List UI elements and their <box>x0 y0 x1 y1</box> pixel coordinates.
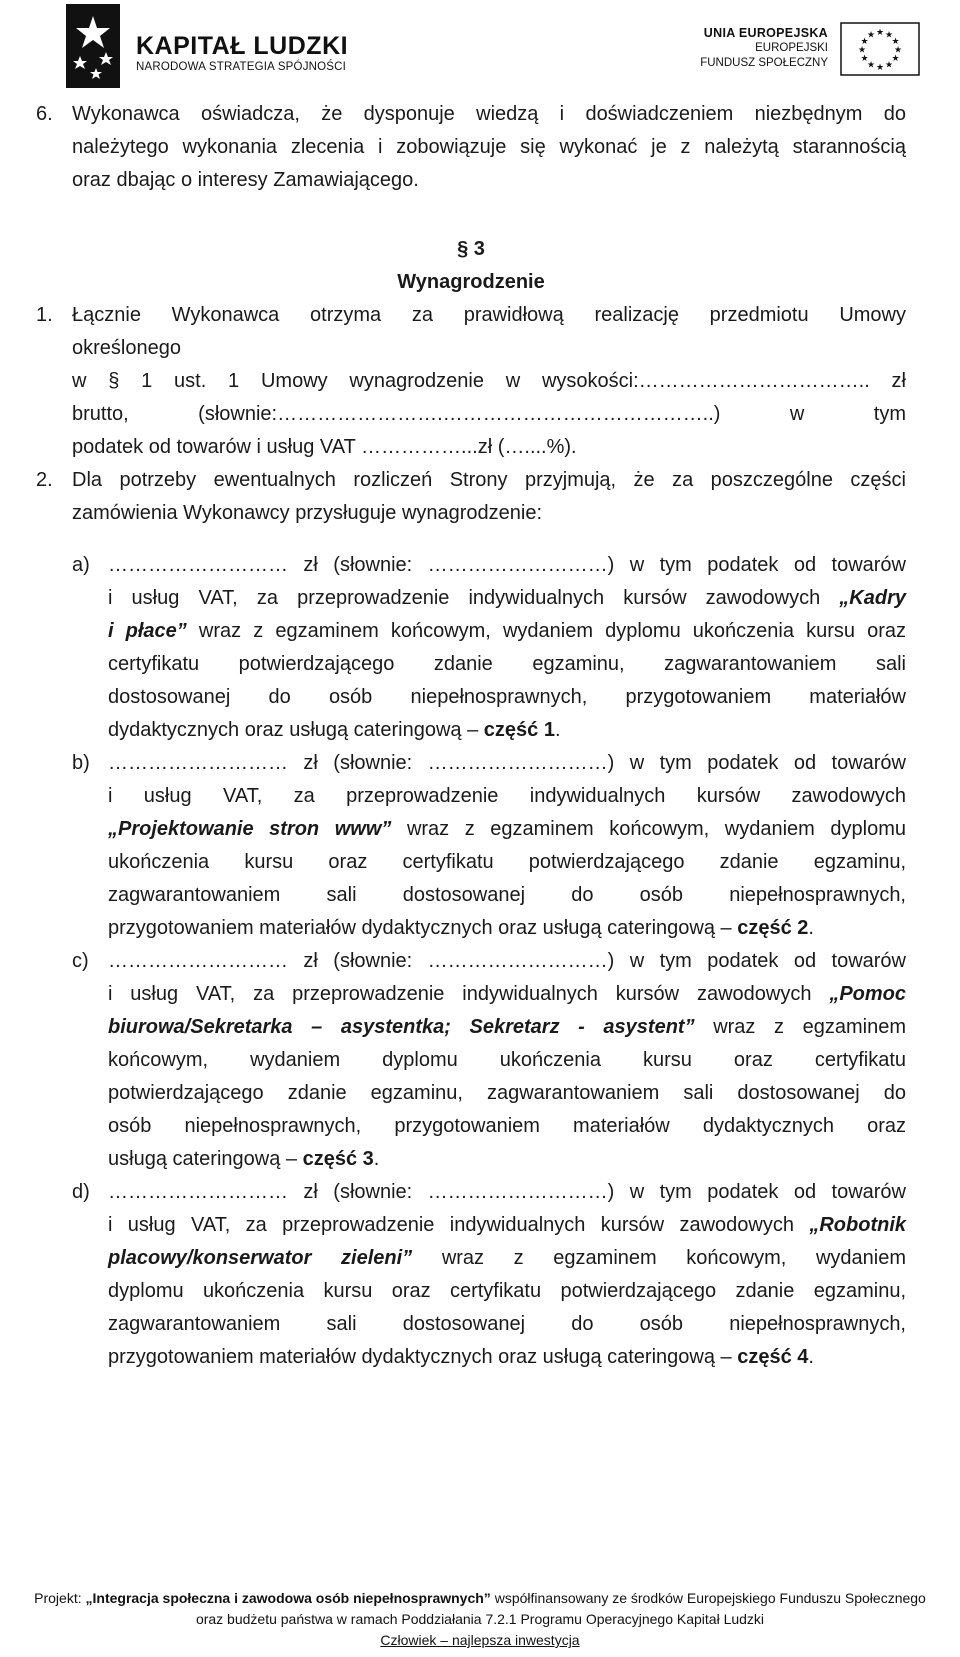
footer-slogan: Człowiek – najlepsza inwestycja <box>380 1632 580 1648</box>
footer-line <box>0 1588 960 1609</box>
svg-text:★: ★ <box>893 45 903 56</box>
part-text: wraz z egzaminem końcowym, wydaniem dyplomu ukończenia kursu oraz <box>198 620 907 642</box>
part-c <box>36 945 906 1176</box>
footer-text: współfinansowany ze środków Europejskiego Funduszu Społecznego <box>494 1590 926 1606</box>
part-text: i usług VAT, za przeprowadzenie indywidualnych kursów zawodowych <box>108 587 821 609</box>
section-title: Wynagrodzenie <box>397 271 545 293</box>
svg-text:★: ★ <box>875 63 885 73</box>
part-b <box>36 747 906 945</box>
part-line: ……………………… zł (słownie: ………………………) w tym podatek od towarów <box>108 950 906 972</box>
svg-text:★: ★ <box>891 37 900 47</box>
part-line: osób niepełnosprawnych, przygotowaniem materiałów dydaktycznych oraz <box>108 1115 906 1137</box>
part-number: część 2 <box>737 917 809 939</box>
part-number: część 3 <box>302 1148 374 1170</box>
part-text: i usług VAT, za przeprowadzenie indywidualnych kursów zawodowych <box>108 983 812 1005</box>
part-line: ……………………… zł (słownie: ………………………) w tym podatek od towarów <box>108 1181 906 1203</box>
clause-number: 6. <box>36 103 53 125</box>
part-line: dostosowanej do osób niepełnosprawnych, przygotowaniem materiałów <box>108 686 906 708</box>
course-name: „Kadry <box>839 587 906 609</box>
svg-text:★: ★ <box>866 60 876 71</box>
svg-text:★: ★ <box>875 28 885 38</box>
part-line: zagwarantowaniem sali dostosowanej do osób niepełnosprawnych, <box>108 1313 906 1335</box>
left-logo-title: KAPITAŁ LUDZKI <box>136 32 349 60</box>
part-line <box>108 1011 906 1044</box>
part-text: wraz z egzaminem <box>713 1016 907 1038</box>
course-name: i płace” <box>108 620 187 642</box>
section-symbol: § 3 <box>457 238 485 260</box>
part-text: . <box>373 1148 380 1170</box>
paragraph-line: Dla potrzeby ewentualnych rozliczeń Strony przyjmują, że za poszczególne części <box>72 469 906 491</box>
part-line <box>108 978 906 1011</box>
part-a <box>36 549 906 747</box>
part-line <box>108 1242 906 1275</box>
paragraph-line: brutto, (słownie:…………………….…………………………………..) w tym <box>72 403 906 425</box>
paragraph-line: Łącznie Wykonawca otrzyma za prawidłową realizację przedmiotu Umowy <box>72 304 906 326</box>
course-name: „Robotnik <box>809 1214 907 1236</box>
part-number: część 4 <box>737 1346 809 1368</box>
part-text: przygotowaniem materiałów dydaktycznych oraz usługą cateringową – <box>108 917 732 939</box>
course-name: „Projektowanie stron www” <box>108 818 392 840</box>
eu-logo-text <box>700 26 828 71</box>
part-label: b) <box>72 752 90 774</box>
eu-logo-line3: FUNDUSZ SPOŁECZNY <box>700 57 828 69</box>
svg-text:★: ★ <box>866 30 876 41</box>
part-line: i usług VAT, za przeprowadzenie indywidualnych kursów zawodowych <box>108 785 906 807</box>
paragraph-2 <box>36 464 906 530</box>
part-line <box>108 813 906 846</box>
part-text: wraz z egzaminem końcowym, wydaniem <box>441 1247 907 1269</box>
paragraph-line: podatek od towarów i usług VAT ……………...zł (…....%). <box>72 436 577 458</box>
svg-text:★: ★ <box>860 54 869 64</box>
part-text: i usług VAT, za przeprowadzenie indywidualnych kursów zawodowych <box>108 1214 794 1236</box>
left-logo-subtitle: NARODOWA STRATEGIA SPÓJNOŚCI <box>136 61 347 73</box>
svg-text:★: ★ <box>860 37 869 47</box>
part-line: certyfikatu potwierdzającego zdanie egzaminu, zagwarantowaniem sali <box>108 653 906 675</box>
paragraph-1 <box>36 299 906 464</box>
course-name: placowy/konserwator zieleni” <box>108 1247 413 1269</box>
svg-text:★: ★ <box>884 30 894 41</box>
part-line <box>108 1143 906 1176</box>
part-line <box>108 912 906 945</box>
part-text: . <box>808 917 814 939</box>
kapital-ludzki-logo <box>66 4 356 88</box>
page-header <box>0 0 960 95</box>
course-name: „Pomoc <box>829 983 906 1005</box>
part-line: ……………………… zł (słownie: ………………………) w tym podatek od towarów <box>108 752 906 774</box>
part-text: . <box>808 1346 814 1368</box>
kapital-ludzki-mark-icon <box>66 4 120 88</box>
part-line: ukończenia kursu oraz certyfikatu potwierdzającego zdanie egzaminu, <box>108 851 906 873</box>
project-name: „Integracja społeczna i zawodowa osób niepełnosprawnych” <box>85 1590 491 1606</box>
part-d <box>36 1176 906 1374</box>
part-line <box>108 1341 906 1374</box>
eu-logo <box>660 22 920 82</box>
part-line: końcowym, wydaniem dyplomu ukończenia kursu oraz certyfikatu <box>108 1049 906 1071</box>
svg-text:★: ★ <box>891 54 900 64</box>
part-text: usługą cateringową – <box>108 1148 298 1170</box>
eu-logo-line1: UNIA EUROPEJSKA <box>703 26 828 40</box>
part-line: zagwarantowaniem sali dostosowanej do osób niepełnosprawnych, <box>108 884 906 906</box>
clause-6 <box>36 98 906 197</box>
part-text: przygotowaniem materiałów dydaktycznych oraz usługą cateringową – <box>108 1346 732 1368</box>
part-text: . <box>554 719 561 741</box>
page-footer <box>0 1588 960 1651</box>
part-label: d) <box>72 1181 90 1203</box>
paragraph-number: 2. <box>36 469 53 491</box>
clause-line: Wykonawca oświadcza, że dysponuje wiedzą i doświadczeniem niezbędnym do <box>72 103 906 125</box>
part-label: c) <box>72 950 89 972</box>
part-line <box>108 582 906 615</box>
part-line: potwierdzającego zdanie egzaminu, zagwarantowaniem sali dostosowanej do <box>108 1082 906 1104</box>
paragraph-line: określonego <box>72 337 181 359</box>
part-line <box>108 1209 906 1242</box>
part-text: dydaktycznych oraz usługą cateringową – <box>108 719 479 741</box>
svg-text:★: ★ <box>857 45 867 56</box>
paragraph-line: w § 1 ust. 1 Umowy wynagrodzenie w wysokości:…………………………….. zł <box>72 370 906 392</box>
paragraph-line: zamówienia Wykonawcy przysługuje wynagrodzenie: <box>72 502 543 524</box>
eu-flag-icon <box>840 22 920 76</box>
footer-text: Projekt: <box>34 1590 82 1606</box>
footer-line: oraz budżetu państwa w ramach Poddziałania 7.2.1 Programu Operacyjnego Kapitał Ludzki <box>195 1611 765 1627</box>
clause-line: należytego wykonania zlecenia i zobowiązuje się wykonać je z należytą starannością <box>72 136 906 158</box>
part-line <box>108 615 906 648</box>
part-line <box>108 714 906 747</box>
part-text: wraz z egzaminem końcowym, wydaniem dyplomu <box>406 818 906 840</box>
document-body <box>36 98 906 1374</box>
part-label: a) <box>72 554 90 576</box>
part-line: dyplomu ukończenia kursu oraz certyfikatu potwierdzającego zdanie egzaminu, <box>108 1280 906 1302</box>
part-line: ……………………… zł (słownie: ………………………) w tym podatek od towarów <box>108 554 906 576</box>
eu-logo-line2: EUROPEJSKI <box>755 42 828 54</box>
course-name: biurowa/Sekretarka – asystentka; Sekretarz - asystent” <box>108 1016 695 1038</box>
paragraph-number: 1. <box>36 304 53 326</box>
part-number: część 1 <box>483 719 555 741</box>
clause-line: oraz dbając o interesy Zamawiającego. <box>72 169 419 191</box>
svg-text:★: ★ <box>884 60 894 71</box>
